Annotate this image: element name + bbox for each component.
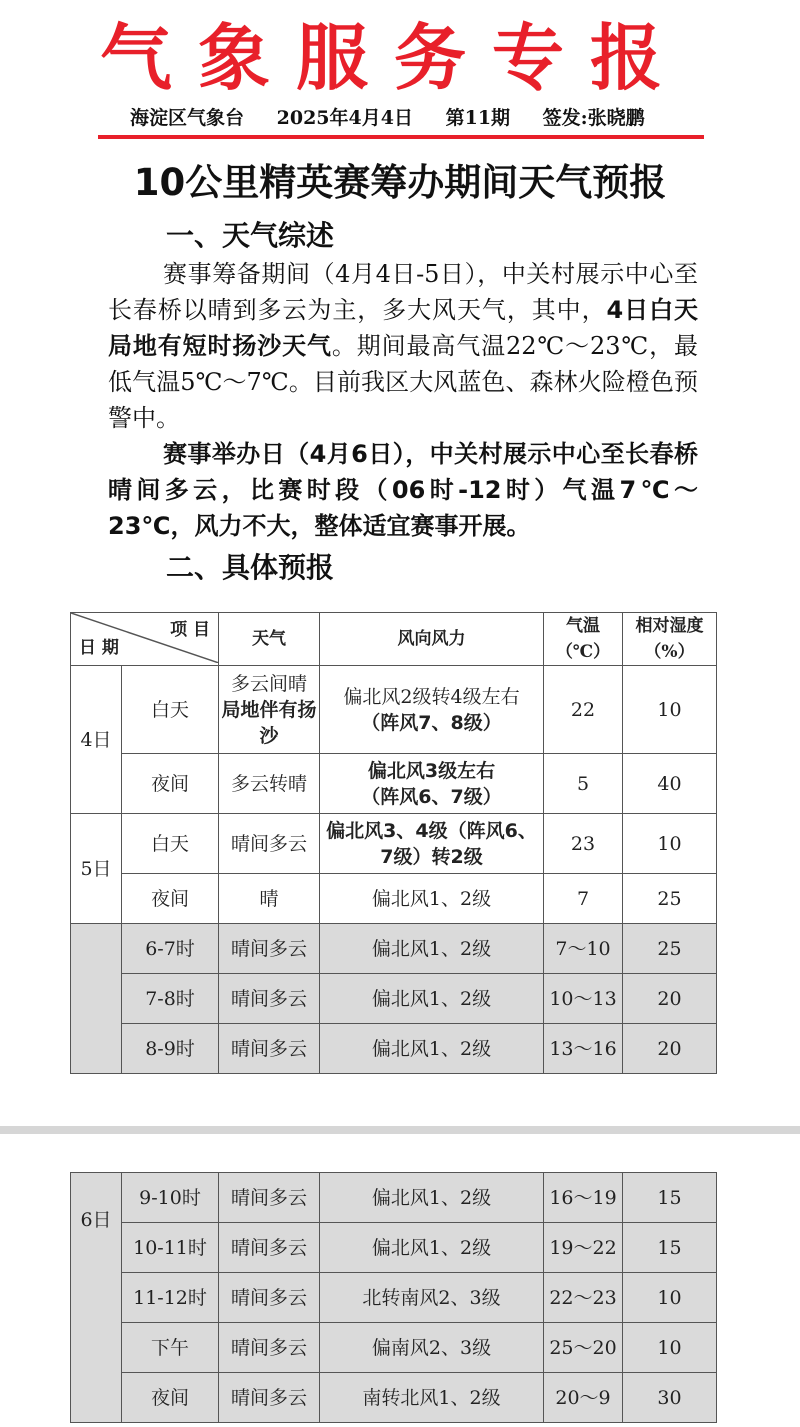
header-wind: 风向风力	[320, 613, 544, 666]
humidity-cell: 10	[623, 666, 717, 754]
humidity-cell: 10	[623, 1323, 717, 1373]
section1-heading: 一、天气综述	[166, 219, 335, 252]
section2-heading: 二、具体预报	[166, 551, 335, 584]
table-row	[71, 874, 717, 924]
weather-cell: 晴间多云	[219, 924, 320, 974]
wind-cell	[320, 814, 544, 874]
weather-text-bold: 局地伴有扬沙	[221, 698, 317, 747]
diagonal-header-cell	[71, 613, 219, 666]
wind-text: 偏北风3、4级（阵风6、	[326, 819, 537, 842]
wind-cell	[320, 754, 544, 814]
period-cell: 6-7时	[122, 924, 219, 974]
wind-cell: 偏南风2、3级	[320, 1323, 544, 1373]
summary-text-bold: 4日白天局地有短时扬沙天气	[108, 296, 699, 360]
issuer: 海淀区气象台	[130, 107, 245, 129]
wind-text: 7级）转2级	[380, 845, 483, 868]
temp-cell: 16～19	[544, 1173, 623, 1223]
humidity-cell: 10	[623, 1273, 717, 1323]
table-row	[71, 814, 717, 874]
table-row	[71, 1024, 717, 1074]
temp-cell: 25～20	[544, 1323, 623, 1373]
wind-text: 偏北风2级转4级左右	[343, 685, 520, 708]
date-cell-6: 6日	[71, 1173, 122, 1423]
table-row	[71, 666, 717, 754]
wind-cell: 偏北风1、2级	[320, 1173, 544, 1223]
wind-cell: 偏北风1、2级	[320, 874, 544, 924]
table-row	[71, 1223, 717, 1273]
weather-cell: 晴间多云	[219, 1024, 320, 1074]
weather-cell: 晴间多云	[219, 1373, 320, 1423]
table-row	[71, 1373, 717, 1423]
wind-text-bold: （阵风7、8级）	[361, 711, 502, 734]
humidity-cell: 25	[623, 924, 717, 974]
summary-text-c: 。期间最高气温22℃～23℃，最低气温5℃～7℃。目前我区大风蓝色、森林火险橙色预警中。	[108, 332, 699, 432]
period-cell: 7-8时	[122, 974, 219, 1024]
period-cell: 下午	[122, 1323, 219, 1373]
temp-cell: 19～22	[544, 1223, 623, 1273]
temp-cell: 13～16	[544, 1024, 623, 1074]
period-cell: 夜间	[122, 1373, 219, 1423]
forecast-table-part1	[70, 612, 717, 1074]
humidity-cell: 25	[623, 874, 717, 924]
table-row	[71, 974, 717, 1024]
humidity-cell: 40	[623, 754, 717, 814]
temp-cell: 5	[544, 754, 623, 814]
temp-cell: 7	[544, 874, 623, 924]
masthead-title: 气象服务专报	[100, 15, 689, 100]
event-day-text: 赛事举办日（4月6日），中关村展示中心至长春桥晴间多云，比赛时段（06时-12时）气温7℃～23℃，风力不大，整体适宜赛事开展。	[108, 440, 698, 540]
table-row	[71, 754, 717, 814]
signer: 签发:张晓鹏	[542, 107, 645, 129]
period-cell: 11-12时	[122, 1273, 219, 1323]
header-humidity-unit: （%）	[644, 642, 695, 662]
forecast-table-part2	[70, 1172, 717, 1423]
weather-cell: 晴间多云	[219, 1273, 320, 1323]
weather-text: 多云间晴	[230, 672, 307, 695]
summary-paragraph-2	[108, 436, 698, 544]
humidity-cell: 15	[623, 1223, 717, 1273]
date-cell-5: 5日	[71, 814, 122, 924]
wind-cell: 南转北风1、2级	[320, 1373, 544, 1423]
period-cell: 9-10时	[122, 1173, 219, 1223]
wind-cell: 偏北风1、2级	[320, 1223, 544, 1273]
weather-cell: 晴间多云	[219, 974, 320, 1024]
humidity-cell: 20	[623, 1024, 717, 1074]
date-cell-4: 4日	[71, 666, 122, 814]
table-row	[71, 924, 717, 974]
issue-number: 第11期	[445, 107, 511, 129]
header-date-label: 日 期	[79, 638, 119, 658]
issue-meta	[130, 105, 690, 131]
table-row	[71, 1173, 717, 1223]
weather-cell: 晴间多云	[219, 1323, 320, 1373]
summary-text-a: 赛事筹备期间（4月4日-5日），中关村展示中心至长春桥以晴到多云为主，多大风天气，其中，	[108, 260, 698, 324]
temp-cell: 22～23	[544, 1273, 623, 1323]
period-cell: 夜间	[122, 754, 219, 814]
header-item-label: 项 目	[170, 620, 210, 640]
page-divider	[0, 1126, 800, 1134]
weather-cell	[219, 666, 320, 754]
table-row	[71, 1323, 717, 1373]
weather-cell: 晴间多云	[219, 814, 320, 874]
page-title: 10公里精英赛筹办期间天气预报	[133, 161, 667, 204]
temp-cell: 7～10	[544, 924, 623, 974]
wind-cell	[320, 666, 544, 754]
period-cell: 10-11时	[122, 1223, 219, 1273]
table-row	[71, 1273, 717, 1323]
header-temp-unit: （℃）	[555, 642, 611, 662]
header-temp-label: 气温	[566, 616, 600, 636]
temp-cell: 22	[544, 666, 623, 754]
wind-cell: 北转南风2、3级	[320, 1273, 544, 1323]
period-cell: 8-9时	[122, 1024, 219, 1074]
weather-cell: 多云转晴	[219, 754, 320, 814]
wind-text: （阵风6、7级）	[361, 785, 502, 808]
humidity-cell: 15	[623, 1173, 717, 1223]
humidity-cell: 30	[623, 1373, 717, 1423]
wind-text: 偏北风3级左右	[367, 759, 496, 782]
issue-date: 2025年4月4日	[276, 107, 413, 129]
wind-cell: 偏北风1、2级	[320, 974, 544, 1024]
humidity-cell: 10	[623, 814, 717, 874]
summary-paragraph-1	[108, 256, 698, 436]
date-cell-6-blank	[71, 924, 122, 1074]
red-divider	[98, 135, 704, 139]
wind-cell: 偏北风1、2级	[320, 1024, 544, 1074]
temp-cell: 20～9	[544, 1373, 623, 1423]
period-cell: 白天	[122, 814, 219, 874]
temp-cell: 23	[544, 814, 623, 874]
header-temp	[544, 613, 623, 666]
weather-cell: 晴间多云	[219, 1223, 320, 1273]
header-weather: 天气	[219, 613, 320, 666]
period-cell: 夜间	[122, 874, 219, 924]
weather-cell: 晴	[219, 874, 320, 924]
weather-cell: 晴间多云	[219, 1173, 320, 1223]
period-cell: 白天	[122, 666, 219, 754]
humidity-cell: 20	[623, 974, 717, 1024]
header-humidity	[623, 613, 717, 666]
header-humidity-label: 相对湿度	[635, 616, 704, 636]
temp-cell: 10～13	[544, 974, 623, 1024]
wind-cell: 偏北风1、2级	[320, 924, 544, 974]
